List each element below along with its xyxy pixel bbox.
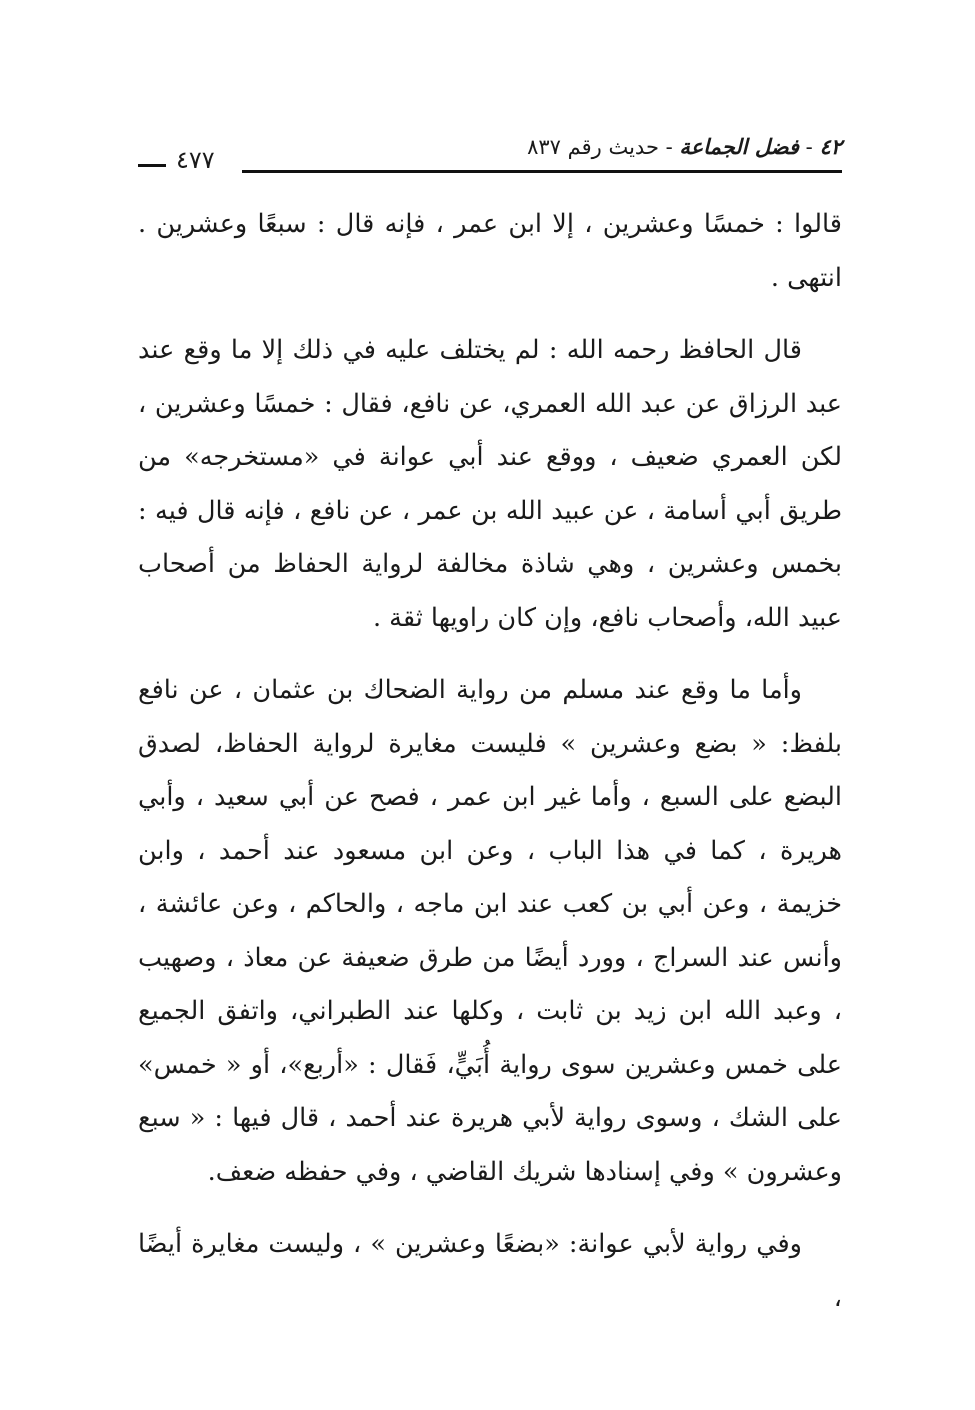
hadith-reference: حديث رقم ٨٣٧ <box>527 135 659 159</box>
header-dash <box>138 164 166 167</box>
paragraph: قالوا : خمسًا وعشرين ، إلا ابن عمر ، فإنه قال : سبعًا وعشرين . انتهى . <box>138 209 842 293</box>
header-separator: - <box>798 135 820 159</box>
book-title: فضل الجماعة <box>679 134 799 159</box>
chapter-number: ٤٢ <box>819 134 842 159</box>
header-rule <box>242 170 842 173</box>
paragraph: وأما ما وقع عند مسلم من رواية الضحاك بن عثمان ، عن نافع بلفظ: « بضع وعشرين » فليست مغايرة لرواية الحفاظ، لصدق البضع على السبع ، وأما غير ابن عمر ، فصح عن أبي سعيد ، وأبي هريرة ، كما في هذا الباب ، وعن ابن مسعود عند أحمد ، وابن خزيمة ، وعن أبي بن كعب عند ابن ماجه ، والحاكم ، وعن عائشة ، وأنس عند السراج ، وورد أيضًا من طرق ضعيفة عن معاذ ، وصهيب ، وعبد الله ابن زيد بن ثابت ، وكلها عند الطبراني، واتفق الجميع على خمس وعشرين سوى رواية أُبَيٍّ، فَقال : «أربع»، أو « خمس» على الشك ، وسوى رواية لأبي هريرة عند أحمد ، قال فيها : « سبع وعشرون » وفي إسنادها شريك القاضي ، وفي حفظه ضعف. <box>138 675 843 1187</box>
header-separator: - <box>658 135 680 159</box>
paragraph: وفي رواية لأبي عوانة: «بضعًا وعشرين » ، وليست مغايرة أيضًا ، <box>138 1229 842 1313</box>
page-number: ٤٧٧ <box>176 146 215 174</box>
paragraph: قال الحافظ رحمه الله : لم يختلف عليه في ذلك إلا ما وقع عند عبد الرزاق عن عبد الله العمري، عن نافع، فقال : خمسًا وعشرين ، لكن العمري ضعيف ، ووقع عند أبي عوانة في «مستخرجه» من طريق أبي أسامة ، عن عبيد الله بن عمر ، عن نافع ، فإنه قال فيه : بخمس وعشرين ، وهي شاذة مخالفة لرواية الحفاظ من أصحاب عبيد الله، وأصحاب نافع، وإن كان راويها ثقة . <box>138 335 842 633</box>
body-text <box>138 198 842 1344</box>
page-header <box>138 130 842 180</box>
running-head <box>527 134 842 159</box>
